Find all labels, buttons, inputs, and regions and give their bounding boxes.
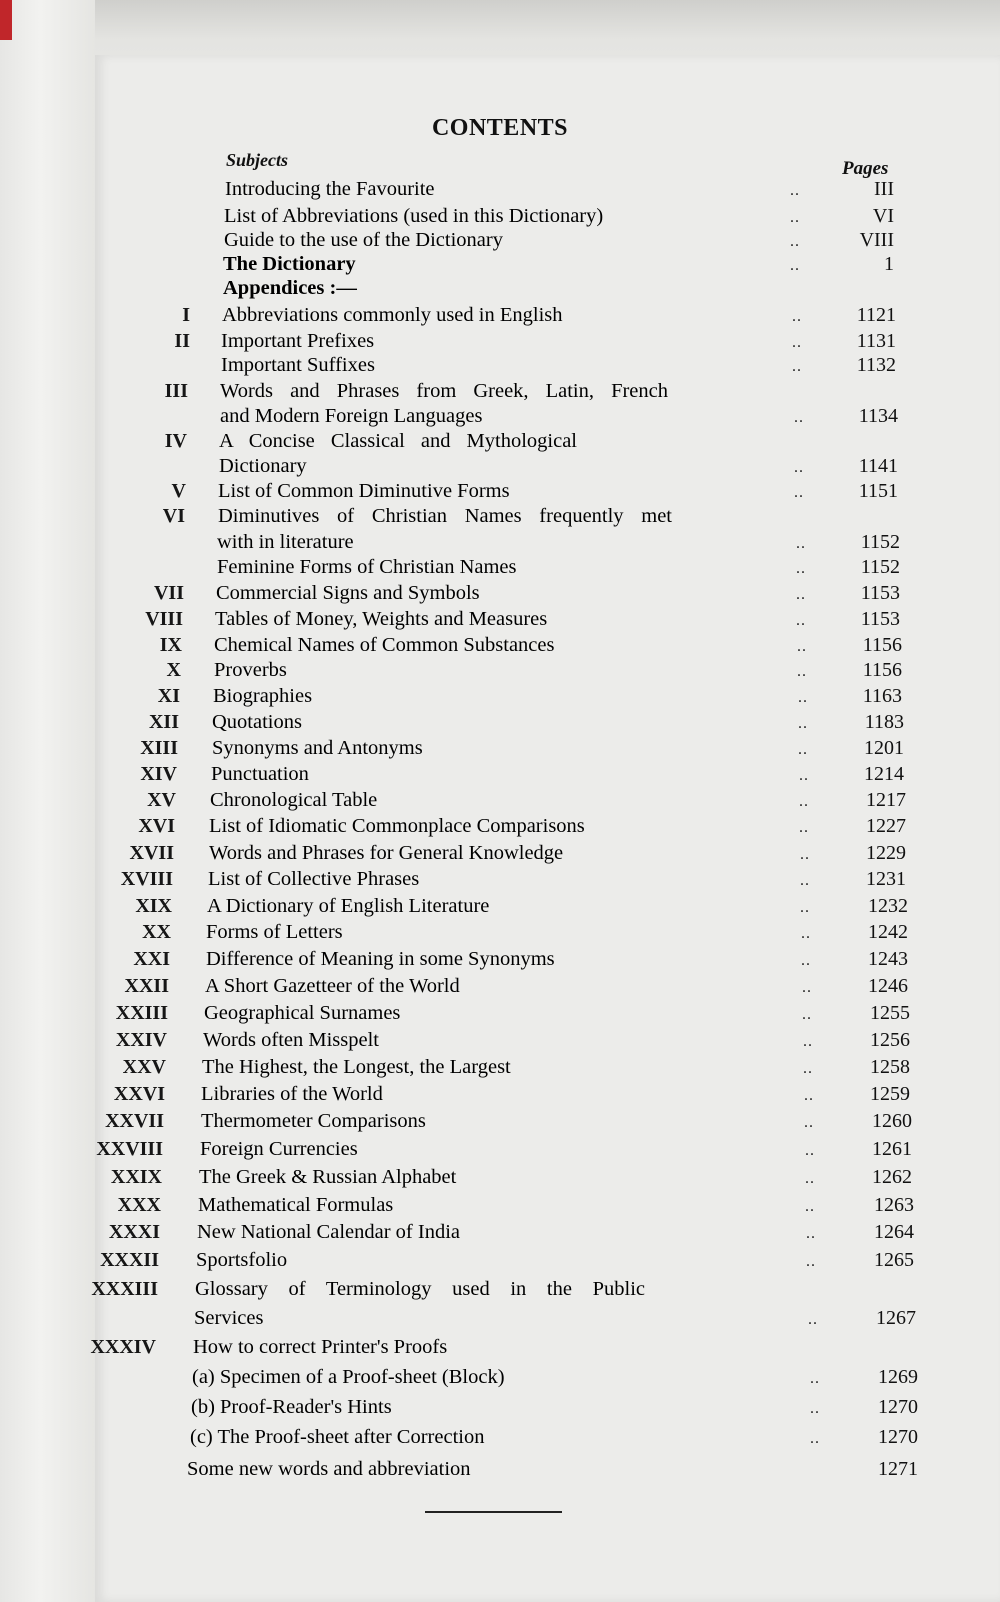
leader-dots: .. xyxy=(805,1170,815,1187)
appendix-numeral: XVII xyxy=(129,842,174,864)
page-number: 1152 xyxy=(860,556,900,578)
entry-title: List of Idiomatic Commonplace Comparisons xyxy=(209,815,585,837)
page-number: III xyxy=(874,178,894,200)
page-number: VIII xyxy=(859,229,894,251)
appendix-numeral: XI xyxy=(157,685,180,707)
entry-title: (c) The Proof-sheet after Correction xyxy=(190,1426,485,1448)
leader-dots: .. xyxy=(799,767,809,784)
appendix-numeral: XIX xyxy=(135,895,172,917)
page-number: 1183 xyxy=(864,711,904,733)
appendix-numeral: XXXI xyxy=(108,1221,160,1243)
entry-title: Biographies xyxy=(213,685,313,707)
appendix-numeral: XXXII xyxy=(100,1249,159,1271)
appendix-numeral: XIV xyxy=(140,763,177,785)
leader-dots: .. xyxy=(790,209,800,226)
leader-dots: .. xyxy=(802,979,812,996)
entry-title: Chronological Table xyxy=(210,789,378,811)
leader-dots: .. xyxy=(798,741,808,758)
leader-dots: .. xyxy=(794,459,804,476)
entry-title: Quotations xyxy=(212,711,302,733)
entry-title: Dictionary xyxy=(219,455,307,477)
page-number: 1270 xyxy=(878,1396,918,1418)
appendix-numeral: XXVII xyxy=(105,1110,164,1132)
entry-title: The Dictionary xyxy=(223,253,356,275)
page-number: 1153 xyxy=(860,608,900,630)
page-number: 1269 xyxy=(878,1366,918,1388)
page-number: 1229 xyxy=(866,842,906,864)
leader-dots: .. xyxy=(792,358,802,375)
page-number: 1227 xyxy=(866,815,906,837)
page-number: 1 xyxy=(884,253,894,275)
appendix-numeral: V xyxy=(171,480,186,502)
page-number: 1134 xyxy=(858,405,898,427)
appendix-numeral: IV xyxy=(164,430,187,452)
leader-dots: .. xyxy=(803,1060,813,1077)
entry-title: Some new words and abbreviation xyxy=(187,1458,471,1480)
leader-dots: .. xyxy=(790,233,800,250)
page-number: 1262 xyxy=(872,1166,912,1188)
entry-title: Chemical Names of Common Substances xyxy=(214,634,555,656)
page-number: 1121 xyxy=(856,304,896,326)
page-number: 1156 xyxy=(862,659,902,681)
entry-title: Punctuation xyxy=(211,763,309,785)
entry-title: The Highest, the Longest, the Largest xyxy=(202,1056,511,1078)
leader-dots: .. xyxy=(796,612,806,629)
page-number: 1259 xyxy=(870,1083,910,1105)
leader-dots: .. xyxy=(806,1225,816,1242)
appendix-numeral: XXVIII xyxy=(96,1138,163,1160)
entry-title: Guide to the use of the Dictionary xyxy=(224,229,503,251)
leader-dots: .. xyxy=(797,638,807,655)
page-number: 1242 xyxy=(868,921,908,943)
appendix-numeral: VI xyxy=(162,505,185,527)
appendix-numeral: XXXIV xyxy=(90,1336,156,1358)
page-number: 1156 xyxy=(862,634,902,656)
leader-dots: .. xyxy=(797,663,807,680)
appendix-numeral: I xyxy=(182,304,190,326)
leader-dots: .. xyxy=(805,1142,815,1159)
page-number: 1270 xyxy=(878,1426,918,1448)
entry-title: How to correct Printer's Proofs xyxy=(193,1336,448,1358)
entry-title: Tables of Money, Weights and Measures xyxy=(215,608,548,630)
leader-dots: .. xyxy=(804,1114,814,1131)
entry-title: List of Collective Phrases xyxy=(208,868,420,890)
leader-dots: .. xyxy=(802,1006,812,1023)
page-number: 1255 xyxy=(870,1002,910,1024)
leader-dots: .. xyxy=(794,409,804,426)
appendix-numeral: XXVI xyxy=(113,1083,165,1105)
leader-dots: .. xyxy=(796,586,806,603)
leader-dots: .. xyxy=(790,257,800,274)
appendix-numeral: XXX xyxy=(117,1194,161,1216)
book-cover-edge xyxy=(0,0,12,40)
entry-title: Important Suffixes xyxy=(221,354,375,376)
leader-dots: .. xyxy=(798,715,808,732)
page-number: 1243 xyxy=(868,948,908,970)
page-number: 1201 xyxy=(864,737,904,759)
appendix-numeral: XXIV xyxy=(115,1029,167,1051)
entry-title: The Greek & Russian Alphabet xyxy=(199,1166,457,1188)
leader-dots: .. xyxy=(810,1370,820,1387)
page-number: 1260 xyxy=(872,1110,912,1132)
page-number: 1264 xyxy=(874,1221,914,1243)
entry-title: Services xyxy=(194,1307,264,1329)
pages-column-header: Pages xyxy=(842,158,889,179)
entry-title: A Concise Classical and Mythological xyxy=(219,430,577,452)
appendix-numeral: X xyxy=(166,659,181,681)
entry-title: Foreign Currencies xyxy=(200,1138,358,1160)
appendix-numeral: VII xyxy=(153,582,184,604)
page-number: 1256 xyxy=(870,1029,910,1051)
page-number: 1265 xyxy=(874,1249,914,1271)
leader-dots: .. xyxy=(799,819,809,836)
page-number: 1217 xyxy=(866,789,906,811)
page-number: 1267 xyxy=(876,1307,916,1329)
appendix-numeral: XXII xyxy=(124,975,169,997)
appendix-numeral: XXIII xyxy=(115,1002,168,1024)
leader-dots: .. xyxy=(800,846,810,863)
page-number: 1231 xyxy=(866,868,906,890)
appendix-numeral: XXXIII xyxy=(91,1278,158,1300)
entry-title: Appendices :— xyxy=(223,277,357,299)
entry-title: Diminutives of Christian Names frequently met xyxy=(218,505,672,527)
page-number: 1232 xyxy=(868,895,908,917)
appendix-numeral: XIII xyxy=(140,737,178,759)
leader-dots: .. xyxy=(799,793,809,810)
page-number: 1163 xyxy=(862,685,902,707)
entry-title: (b) Proof-Reader's Hints xyxy=(191,1396,392,1418)
appendix-numeral: XXIX xyxy=(110,1166,162,1188)
appendix-numeral: VIII xyxy=(145,608,183,630)
entry-title: Thermometer Comparisons xyxy=(201,1110,426,1132)
appendix-numeral: XXV xyxy=(122,1056,166,1078)
leader-dots: .. xyxy=(805,1198,815,1215)
appendix-numeral: XII xyxy=(148,711,179,733)
appendix-numeral: II xyxy=(174,330,190,352)
appendix-numeral: XVI xyxy=(138,815,175,837)
leader-dots: .. xyxy=(801,952,811,969)
leader-dots: .. xyxy=(810,1430,820,1447)
entry-title: and Modern Foreign Languages xyxy=(220,405,483,427)
leader-dots: .. xyxy=(794,484,804,501)
leader-dots: .. xyxy=(796,560,806,577)
entry-title: Difference of Meaning in some Synonyms xyxy=(206,948,555,970)
entry-title: Abbreviations commonly used in English xyxy=(222,304,563,326)
page-number: 1214 xyxy=(864,763,904,785)
entry-title: Commercial Signs and Symbols xyxy=(216,582,480,604)
entry-title: Feminine Forms of Christian Names xyxy=(217,556,517,578)
page-number: 1261 xyxy=(872,1138,912,1160)
page-number: 1131 xyxy=(856,330,896,352)
leader-dots: .. xyxy=(800,872,810,889)
page-number: 1246 xyxy=(868,975,908,997)
entry-title: Synonyms and Antonyms xyxy=(212,737,423,759)
leader-dots: .. xyxy=(796,535,806,552)
subjects-column-header: Subjects xyxy=(226,150,289,170)
entry-title: Libraries of the World xyxy=(201,1083,383,1105)
entry-title: New National Calendar of India xyxy=(197,1221,460,1243)
entry-title: Sportsfolio xyxy=(196,1249,288,1271)
appendix-numeral: XX xyxy=(142,921,171,943)
page-number: 1152 xyxy=(860,531,900,553)
leader-dots: .. xyxy=(800,899,810,916)
leader-dots: .. xyxy=(808,1311,818,1328)
entry-title: with in literature xyxy=(217,531,354,553)
appendix-numeral: XVIII xyxy=(120,868,173,890)
entry-title: Words and Phrases from Greek, Latin, French xyxy=(220,380,668,402)
page-number: 1132 xyxy=(856,354,896,376)
page-number: 1271 xyxy=(878,1458,918,1480)
entry-title: Glossary of Terminology used in the Public xyxy=(195,1278,645,1300)
end-rule xyxy=(425,1511,562,1513)
entry-title: A Short Gazetteer of the World xyxy=(205,975,460,997)
entry-title: Geographical Surnames xyxy=(204,1002,401,1024)
page-number: 1153 xyxy=(860,582,900,604)
leader-dots: .. xyxy=(806,1253,816,1270)
leader-dots: .. xyxy=(803,1033,813,1050)
entry-title: A Dictionary of English Literature xyxy=(207,895,490,917)
leader-dots: .. xyxy=(801,925,811,942)
leader-dots: .. xyxy=(804,1087,814,1104)
page-title: CONTENTS xyxy=(431,115,569,141)
page-number: 1258 xyxy=(870,1056,910,1078)
appendix-numeral: III xyxy=(164,380,188,402)
entry-title: Proverbs xyxy=(214,659,287,681)
entry-title: Important Prefixes xyxy=(221,330,375,352)
leader-dots: .. xyxy=(792,308,802,325)
entry-title: Introducing the Favourite xyxy=(225,178,435,200)
leader-dots: .. xyxy=(810,1400,820,1417)
entry-title: List of Common Diminutive Forms xyxy=(218,480,510,502)
page-number: 1141 xyxy=(858,455,898,477)
appendix-numeral: XV xyxy=(147,789,176,811)
entry-title: Words often Misspelt xyxy=(203,1029,380,1051)
page-number: 1151 xyxy=(858,480,898,502)
page-number: 1263 xyxy=(874,1194,914,1216)
leader-dots: .. xyxy=(790,182,800,199)
entry-title: Mathematical Formulas xyxy=(198,1194,394,1216)
leader-dots: .. xyxy=(798,689,808,706)
appendix-numeral: IX xyxy=(159,634,182,656)
entry-title: List of Abbreviations (used in this Dictionary) xyxy=(224,205,604,227)
page-number: VI xyxy=(872,205,894,227)
leader-dots: .. xyxy=(792,334,802,351)
page-gutter xyxy=(0,0,95,1602)
entry-title: (a) Specimen of a Proof-sheet (Block) xyxy=(192,1366,505,1388)
entry-title: Forms of Letters xyxy=(206,921,343,943)
entry-title: Words and Phrases for General Knowledge xyxy=(209,842,564,864)
appendix-numeral: XXI xyxy=(133,948,170,970)
